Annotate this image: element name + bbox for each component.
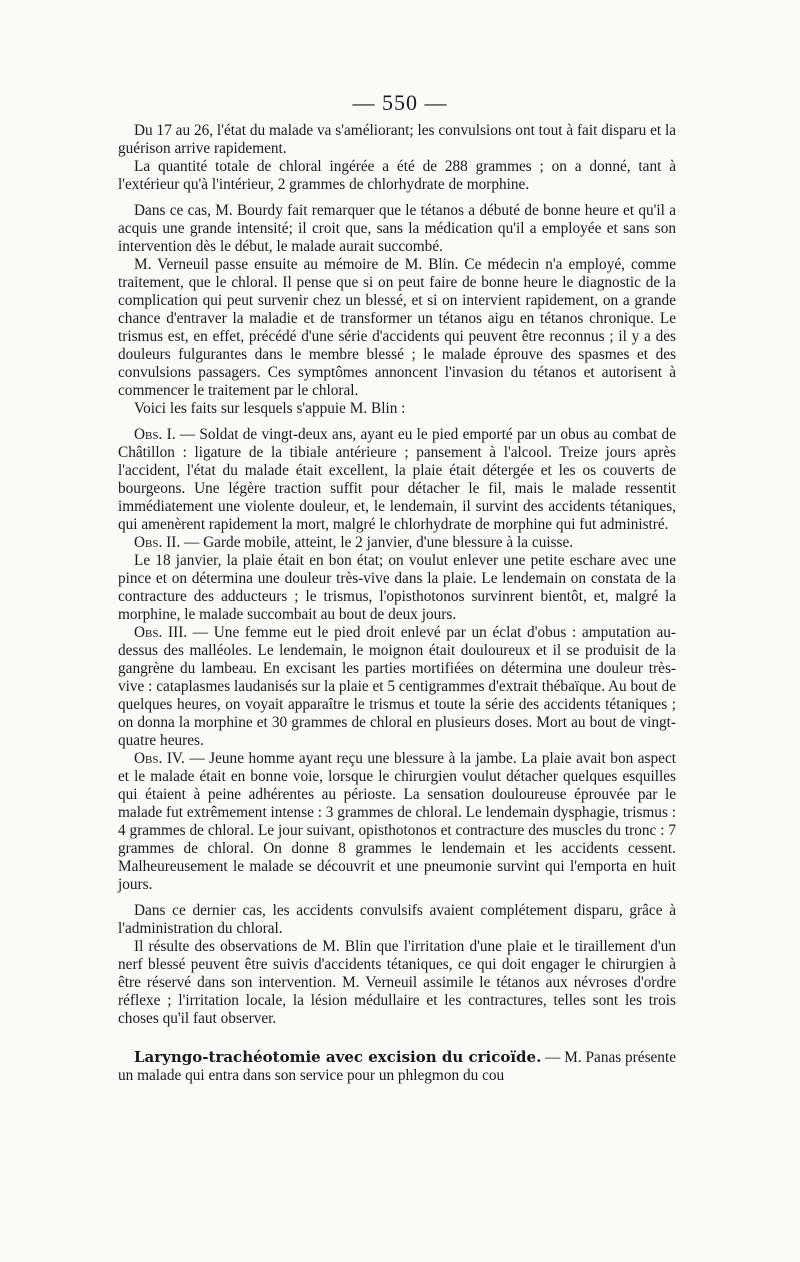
observation-label: Obs. IV. (134, 750, 185, 767)
observation-1 (118, 426, 676, 534)
observation-2 (118, 534, 676, 552)
observation-3 (118, 624, 676, 750)
page-number: — 550 — (352, 90, 448, 115)
section-paragraph (118, 1048, 676, 1085)
body-text (118, 122, 676, 1085)
observation-text: — Une femme eut le pied droit enlevé par un éclat d'obus : amputation au-dessus des malléoles. Le lendemain, le moignon était douloureux et il se produisit de la gangrène du lambeau. En excisant les parties mortifiées on détermina une douleur très-vive : cataplasmes laudanisés sur la plaie et 5 centigrammes d'extrait thébaïque. Au bout de quelques heures, on voyait apparaître le trismus et toute la série des accidents tétaniques ; on donna la morphine et 30 grammes de chloral en plusieurs doses. Mort au bout de vingt-quatre heures. (118, 624, 676, 749)
observation-text: — Garde mobile, atteint, le 2 janvier, d'une blessure à la cuisse. (180, 534, 574, 551)
observation-2-continued: Le 18 janvier, la plaie était en bon état; on voulut enlever une petite eschare avec une pince et on détermina une douleur très-vive dans la plaie. Le lendemain on constata de la contracture des adducteurs ; le trismus, l'opisthotonos survinrent bientôt, et, malgré la morphine, le malade succombait au bout de deux jours. (118, 552, 676, 623)
paragraph: Du 17 au 26, l'état du malade va s'améliorant; les convulsions ont tout à fait disparu et la guérison arrive rapidement. (118, 122, 676, 157)
observation-4 (118, 750, 676, 894)
paragraph: Il résulte des observations de M. Blin que l'irritation d'une plaie et le tiraillement d'un nerf blessé peuvent être suivis d'accidents tétaniques, ce qui doit engager le chirurgien à être réservé dans son intervention. M. Verneuil assimile le tétanos aux névroses d'ordre réflexe ; l'irritation locale, la lésion médullaire et les contractures, telles sont les trois choses qu'il faut observer. (118, 938, 676, 1027)
section-text: — M. Panas présente un malade qui entra dans son service pour un phlegmon du cou (118, 1049, 676, 1084)
observation-text: — Jeune homme ayant reçu une blessure à la jambe. La plaie avait bon aspect et le malade était en bonne voie, lorsque le chirurgien voulut détacher quelques esquilles qui étaient à peine adhérentes au périoste. La sensation douloureuse éprouvée par le malade fut extrêmement intense : 3 grammes de chloral. Le lendemain dysphagie, trismus : 4 grammes de chloral. Le jour suivant, opisthotonos et contracture des muscles du tronc : 7 grammes de chloral. On donne 8 grammes le lendemain et les accidents cessent. Malheureusement le malade se découvrit et une pneumonie survint qui l'emporta en huit jours. (118, 750, 676, 893)
section-title: Laryngo-trachéotomie avec excision du cricoïde. (134, 1048, 542, 1066)
paragraph: Dans ce dernier cas, les accidents convulsifs avaient complétement disparu, grâce à l'administration du chloral. (118, 902, 676, 937)
observation-label: Obs. III. (134, 624, 188, 641)
observation-label: Obs. II. (134, 534, 181, 551)
observation-label: Obs. I. (134, 426, 176, 443)
paragraph: Dans ce cas, M. Bourdy fait remarquer que le tétanos a débuté de bonne heure et qu'il a acquis une grande intensité; il croit que, sans la médication qu'il a employée et sans son intervention dès le début, le malade aurait succombé. (118, 202, 676, 255)
paragraph: La quantité totale de chloral ingérée a été de 288 grammes ; on a donné, tant à l'extérieur qu'à l'intérieur, 2 grammes de chlorhydrate de morphine. (118, 158, 676, 193)
observation-text: — Soldat de vingt-deux ans, ayant eu le pied emporté par un obus au combat de Châtillon : ligature de la tibiale antérieure ; pansement à l'alcool. Treize jours après l'accident, l'état du malade était excellent, la plaie était détergée et les os couverts de bourgeons. Une légère traction suffit pour détacher le fil, mais le malade ressentit immédiatement une violente douleur, et, le lendemain, il survint des accidents tétaniques, qui amenèrent rapidement la mort, malgré le chlorhydrate de morphine qui fut administré. (118, 426, 676, 533)
paragraph: M. Verneuil passe ensuite au mémoire de M. Blin. Ce médecin n'a employé, comme traitement, que le chloral. Il pense que si on peut faire de bonne heure le diagnostic de la complication qui peut survenir chez un blessé, et si on intervient rapidement, on a grande chance d'entraver la maladie et de transformer un tétanos aigu en tétanos chronique. Le trismus est, en effet, précédé d'une série d'accidents qui peuvent être reconnus ; il y a des douleurs fulgurantes dans le membre blessé ; le malade éprouve des spasmes et des convulsions passagers. Ces symptômes annoncent l'invasion du tétanos et autorisent à commencer le traitement par le chloral. (118, 256, 676, 399)
paragraph: Voici les faits sur lesquels s'appuie M. Blin : (134, 400, 406, 417)
